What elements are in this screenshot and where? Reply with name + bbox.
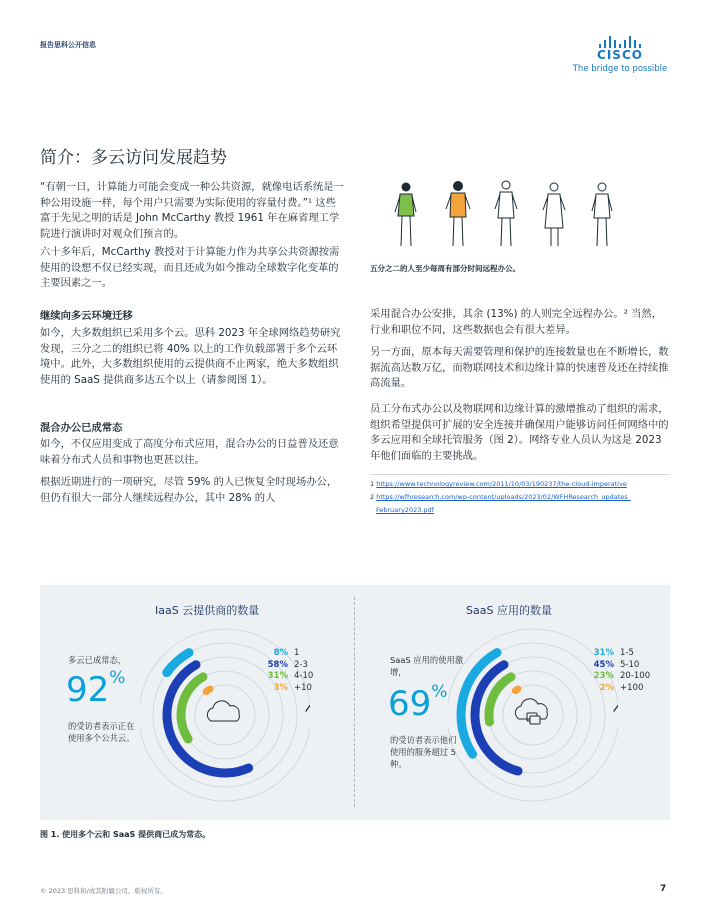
legend-label: 2-3	[294, 659, 308, 670]
page-title: 简介：多云访问发展趋势	[40, 148, 227, 168]
page-number: 7	[660, 884, 667, 894]
footnote-1	[370, 478, 670, 491]
footnote-link[interactable]: https://www.technologyreview.com/2011/10/03/190237/the-cloud-imperative	[376, 480, 627, 488]
legend-value: 8%	[273, 648, 288, 658]
iaas-legend	[262, 648, 313, 694]
multicloud-heading: 继续向多云环境迁移	[40, 310, 133, 322]
legend-row	[588, 671, 650, 683]
saas-value: 69	[388, 684, 432, 724]
hybrid-body-1: 如今，不仅应用变成了高度分布式应用，混合办公的日益普及还意味着分布式人员和事物也更甚以往。	[40, 438, 339, 466]
saas-headline-desc: 的受访者表示他们使用的服务超过 5 种。	[390, 735, 457, 769]
cisco-logo	[566, 34, 674, 74]
saas-unit: %	[431, 682, 448, 702]
legend-row	[262, 648, 313, 660]
iaas-chart-title: IaaS 云提供商的数量	[155, 604, 260, 617]
hybrid-heading: 混合办公已成常态	[40, 422, 123, 434]
saas-radial-chart	[448, 615, 618, 810]
cloud-apps-icon	[515, 699, 547, 724]
legend-label: 1-5	[620, 648, 634, 658]
legend-row	[588, 660, 650, 672]
legend-value: 31%	[593, 648, 614, 658]
arrow-icon	[614, 705, 618, 712]
radial-bar-+100	[515, 689, 518, 691]
legend-row	[262, 660, 313, 672]
footnote-link[interactable]: https://wfhresearch.com/wp-content/uploads/2023/02/WFHResearch_updates_	[376, 493, 631, 501]
legend-label: 5-10	[620, 659, 640, 670]
footnote-number: 2	[370, 493, 375, 501]
iaas-headline-value	[66, 670, 125, 710]
person-figure	[592, 183, 612, 246]
iaas-headline-desc: 的受访者表示正在使用多个公共云。	[68, 721, 135, 743]
guide-ring	[503, 685, 563, 745]
saas-legend	[588, 648, 650, 694]
iaas-headline-text: 多云已成常态，	[68, 655, 127, 665]
figure-caption: 图 1. 使用多个云和 SaaS 提供商已成为常态。	[40, 830, 211, 839]
legend-row	[262, 671, 313, 683]
illustration-caption: 五分之二的人至少每周有部分时间远程办公。	[370, 264, 520, 273]
legend-label: 20-100	[620, 671, 651, 681]
cisco-bars-icon	[566, 34, 674, 48]
radial-bar-4-10	[181, 677, 203, 739]
legend-value: 31%	[267, 671, 288, 681]
report-label: 报告思科公开信息	[40, 41, 96, 49]
cloud-icon	[207, 701, 239, 721]
intro-quote: “有朝一日，计算能力可能会变成一种公共资源，就像电话系统是一种公用设施一样，每个用户只需要为实际使用的容量付费。”¹ 这些富于先见之明的话是 John McCarthy 教授 1961 年在麻省理工学院进行演讲时对观众们预言的。	[40, 181, 344, 240]
footnote-link[interactable]: February2023.pdf	[376, 506, 434, 514]
saas-headline-value	[388, 684, 447, 724]
multicloud-body: 如今，大多数组织已采用多个云。思科 2023 年全球网络趋势研究发现，三分之二的组织已将 40% 以上的工作负载部署于多个云环境中。此外，大多数组织使用的云提供商不止两家，绝大多数组织使用的 SaaS 提供商多达五个以上（请参阅图 1）。	[40, 327, 341, 386]
footnote-2-cont	[370, 504, 670, 517]
footnote-rule	[370, 474, 670, 475]
person-figure	[495, 181, 517, 246]
logo-tagline: The bridge to possible	[572, 64, 668, 74]
legend-value: 58%	[267, 659, 288, 670]
radial-bar-+10	[206, 689, 210, 692]
legend-label: +100	[620, 682, 644, 693]
arrow-icon	[306, 705, 310, 712]
figure-divider	[354, 597, 355, 807]
legend-row	[588, 648, 650, 660]
legend-value: 45%	[593, 659, 614, 670]
hybrid-body-2: 根据近期进行的一项研究，尽管 59% 的人已恢复全时现场办公，但仍有很大一部分人继续远程办公，其中 28% 的人	[40, 476, 338, 504]
footnote-number: 1	[370, 480, 375, 488]
person-figure	[543, 183, 565, 246]
right-para-1: 采用混合办公安排，其余 (13%) 的人则完全远程办公。² 当然，行业和职位不同，这些数据也会有很大差异。	[370, 308, 662, 336]
legend-label: 1	[294, 648, 300, 658]
right-para-2: 另一方面，原本每天需要管理和保护的连接数量也在不断增长，数据流高达数万亿，而物联网技术和边缘计算的快速普及还在持续推高流量。	[370, 346, 669, 389]
footnotes	[370, 478, 670, 517]
person-figure	[395, 183, 416, 246]
logo-word: CISCO	[597, 48, 643, 62]
iaas-value: 92	[66, 670, 110, 710]
person-figure	[446, 182, 470, 247]
intro-para: 六十多年后，McCarthy 教授对于计算能力作为共享公共资源按需使用的设想不仅已经实现，而且还成为如今推动全球数字化变革的主要因素之一。	[40, 246, 340, 289]
legend-row	[262, 683, 313, 695]
saas-headline-text: SaaS 应用的使用激增，	[390, 655, 464, 677]
copyright: © 2023 思科和/或其附属公司。版权所有。	[40, 887, 167, 895]
legend-row	[588, 683, 650, 695]
legend-value: 3%	[273, 682, 288, 693]
legend-value: 23%	[593, 671, 614, 681]
saas-chart-title: SaaS 应用的数量	[466, 604, 552, 617]
legend-value: 2%	[599, 682, 614, 693]
people-illustration	[370, 180, 670, 250]
legend-label: 4-10	[294, 671, 314, 681]
right-para-3: 员工分布式办公以及物联网和边缘计算的激增推动了组织的需求，组织希望提供可扩展的安全连接并确保用户能够访问任何网络中的多云应用和全球托管服务（图 2）。网络专业人员认为这是 2023 年他们面临的主要挑战。	[370, 403, 669, 462]
iaas-radial-chart	[140, 615, 310, 810]
footnote-2	[370, 491, 670, 504]
iaas-unit: %	[109, 668, 126, 688]
legend-label: +10	[294, 682, 312, 693]
